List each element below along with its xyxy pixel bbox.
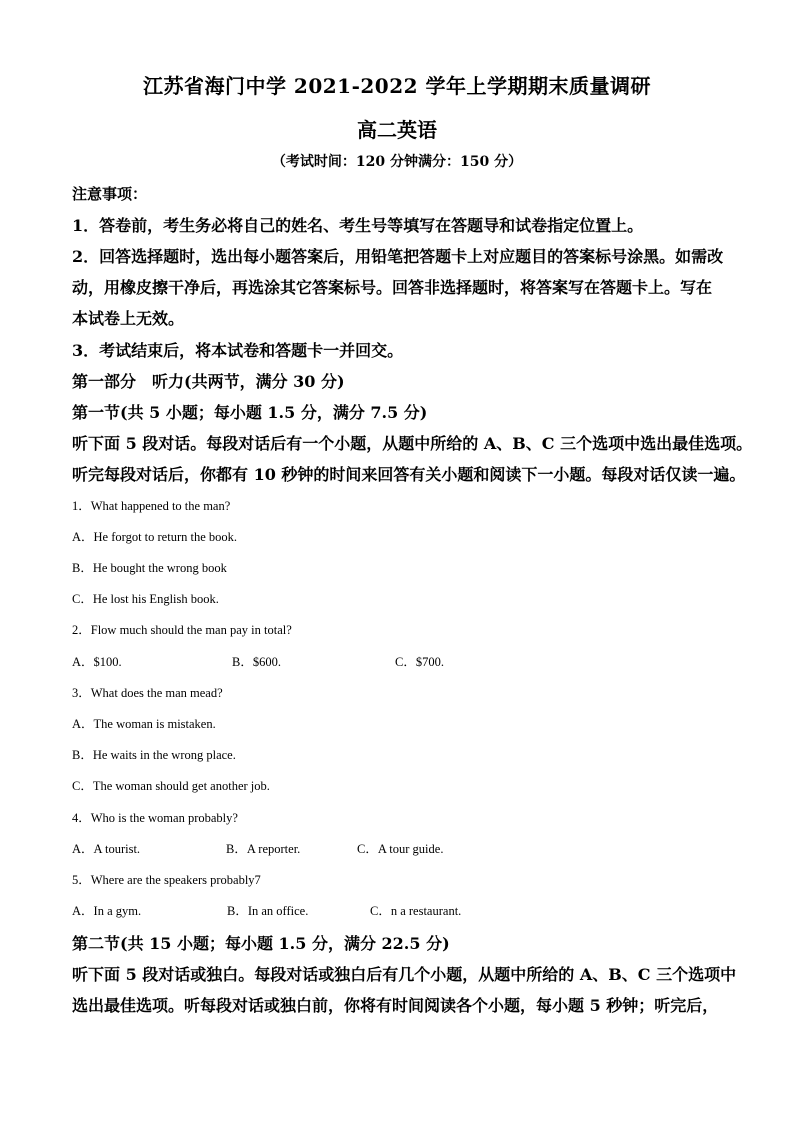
question-2-option-c: C．$700.	[395, 655, 444, 669]
note-item-3: 3．考试结束后，将本试卷和答题卡一并回交。	[72, 341, 404, 360]
section-1-instruction-line-2: 听完每段对话后，你都有 10 秒钟的时间来回答有关小题和阅读下一小题。每段对话仅读一遍。	[72, 465, 746, 484]
question-5-stem: 5．Where are the speakers probably7	[72, 873, 261, 887]
question-3-option-b: B．He waits in the wrong place.	[72, 748, 236, 762]
question-5-option-c: C．n a restaurant.	[370, 904, 462, 918]
question-1-stem: 1．What happened to the man?	[72, 499, 231, 513]
question-4-stem: 4．Who is the woman probably?	[72, 811, 238, 825]
question-2-option-b: B．$600.	[232, 655, 281, 669]
question-5-option-b: B．In an office.	[227, 904, 309, 918]
section-1-instruction-line-1: 听下面 5 段对话。每段对话后有一个小题，从题中所给的 A、B、C 三个选项中选出最佳选项。	[72, 434, 753, 453]
notes-heading: 注意事项：	[72, 185, 148, 203]
note-item-2-line-1: 2．回答选择题时，选出每小题答案后，用铅笔把答题卡上对应题目的答案标号涂黑。如需改	[72, 247, 724, 266]
question-5-option-a: A．In a gym.	[72, 904, 142, 918]
question-3-option-c: C．The woman should get another job.	[72, 779, 270, 793]
section-2-instruction-line-1: 听下面 5 段对话或独白。每段对话或独白后有几个小题，从题中所给的 A、B、C 三个选项中	[72, 965, 737, 984]
question-4-option-c: C．A tour guide.	[357, 842, 444, 856]
section-2-instruction-line-2: 选出最佳选项。听每段对话或独白前，你将有时间阅读各个小题，每小题 5 秒钟；听完后，	[72, 996, 719, 1015]
section-1-heading: 第一节(共 5 小题；每小题 1.5 分，满分 7.5 分)	[72, 403, 428, 422]
note-item-1: 1．答卷前，考生务必将自己的姓名、考生号等填写在答题导和试卷指定位置上。	[72, 216, 644, 235]
question-3-option-a: A．The woman is mistaken.	[72, 717, 216, 731]
question-4-option-a: A．A tourist.	[72, 842, 141, 856]
exam-time-info: （考试时间：120 分钟满分：150 分）	[271, 154, 523, 170]
note-item-2-line-2: 动，用橡皮擦干净后，再选涂其它答案标号。回答非选择题时，将答案写在答题卡上。写在	[72, 278, 713, 297]
question-2-option-a: A．$100.	[72, 655, 122, 669]
question-4-option-b: B．A reporter.	[226, 842, 301, 856]
question-2-stem: 2．Flow much should the man pay in total?	[72, 623, 292, 637]
question-1-option-c: C．He lost his English book.	[72, 592, 219, 606]
note-item-2-line-3: 本试卷上无效。	[72, 309, 185, 328]
question-1-option-b: B．He bought the wrong book	[72, 561, 227, 575]
section-2-heading: 第二节(共 15 小题；每小题 1.5 分，满分 22.5 分)	[72, 934, 450, 953]
question-3-stem: 3．What does the man mead?	[72, 686, 223, 700]
question-1-option-a: A．He forgot to return the book.	[72, 530, 238, 544]
part-1-heading: 第一部分 听力(共两节，满分 30 分)	[72, 372, 345, 391]
exam-subject: 高二英语	[357, 118, 437, 142]
exam-title: 江苏省海门中学 2021-2022 学年上学期期末质量调研	[142, 74, 652, 98]
